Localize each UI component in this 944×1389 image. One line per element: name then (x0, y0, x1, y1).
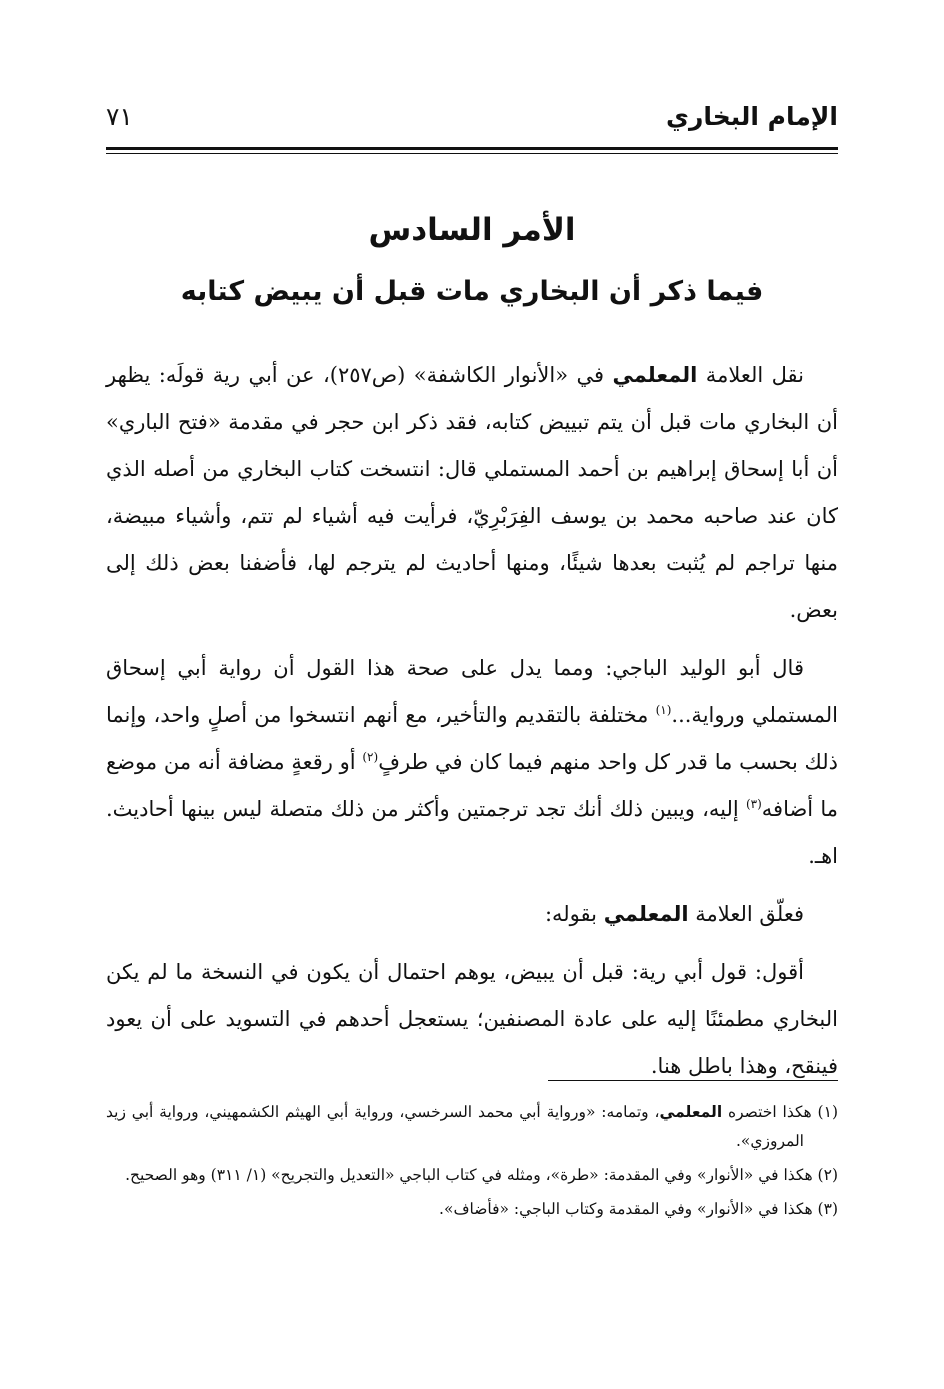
paragraph-2-part-a: قال أبو الوليد الباجي: ومما يدل على صحة هذا القول أن رواية أبي إسحاق المستملي ورواية... (106, 656, 839, 727)
chapter-subtitle: فيما ذكر أن البخاري مات قبل أن يبيض كتابه (180, 276, 764, 307)
footnote-2: (٢) هكذا في «الأنوار» وفي المقدمة: «طرة»، ومثله في كتاب الباجي «التعديل والتجريح» (١/ ٣١١) وهو الصحيح. (125, 1166, 838, 1184)
footnote-1 (106, 1098, 838, 1156)
paragraph-2-part-b: مختلفة بالتقديم والتأخير، مع أنهم انتسخوا من أصلٍ واحد، وإنما ذلك بحسب ما قدر كل واحد منهم فيما كان في طرفٍ (106, 703, 838, 774)
footnote-ref-2: (٢) (362, 750, 379, 764)
footnote-ref-1: (١) (655, 703, 672, 717)
main-text (106, 352, 838, 1101)
footnotes (106, 1098, 838, 1229)
footnote-1-part-b: ، وتمامه: «ورواية أبي محمد السرخسي، ورواية أبي الهيثم الكشمهيني، ورواية أبي زيد المروزي». (106, 1103, 804, 1150)
paragraph-4: أقول: قول أبي رية: قبل أن يبيض، يوهم احتمال أن يكون في النسخة ما لم يكن البخاري مطمئنًا إليه على عادة المصنفين؛ يستعجل أحدهم في التسويد على أن يعود فينقح، وهذا باطل هنا. (106, 960, 838, 1078)
paragraph-1-part-b: في «الأنوار الكاشفة» (ص٢٥٧)، عن أبي رية قولَه: يظهر أن البخاري مات قبل أن يتم تبييض كتابه، فقد ذكر ابن حجر في مقدمة «فتح الباري» أن أبا إسحاق إبراهيم بن أحمد المستملي قال: انتسخت كتاب البخاري من أصله الذي كان عند صاحبه محمد بن يوسف الفِرَبْرِيّ، فرأيت فيه أشياء لم تتم، وأشياء مبيضة، منها تراجم لم يُثبت بعدها شيئًا، ومنها أحاديث لم يترجم لها، فأضفنا بعض ذلك إلى بعض. (106, 363, 838, 622)
header-rule-thick (106, 147, 838, 150)
author-name: المعلمي (659, 1103, 723, 1121)
paragraph-2 (106, 645, 838, 880)
author-name: المعلمي (612, 363, 698, 387)
paragraph-3 (106, 891, 838, 938)
paragraph-3-part-b: بقوله: (544, 902, 604, 926)
paragraph-1 (106, 352, 838, 634)
paragraph-1-part-a: نقل العلامة (697, 363, 804, 387)
footnote-ref-3: (٣) (745, 797, 762, 811)
paragraph-3-part-a: فعلّق العلامة (688, 902, 804, 926)
chapter-title: الأمر السادس (368, 212, 576, 248)
footnote-3: (٣) هكذا في «الأنوار» وفي المقدمة وكتاب الباجي: «فأضاف». (439, 1200, 838, 1218)
author-name: المعلمي (603, 902, 689, 926)
paragraph-2-part-c: أو رقعةٍ مضافة أنه من موضع ما أضافه (106, 750, 838, 821)
header-rule-thin (106, 153, 838, 154)
page-number: ٧١ (106, 102, 133, 131)
running-title: الإمام البخاري (666, 102, 838, 131)
paragraph-2-part-d: إليه، ويبين ذلك أنك تجد ترجمتين وأكثر من ذلك متصلة ليس بينها أحاديث. اهـ. (106, 797, 838, 868)
footnote-1-part-a: (١) هكذا اختصره (722, 1103, 838, 1121)
running-header (106, 102, 838, 142)
footnote-separator (548, 1080, 838, 1081)
